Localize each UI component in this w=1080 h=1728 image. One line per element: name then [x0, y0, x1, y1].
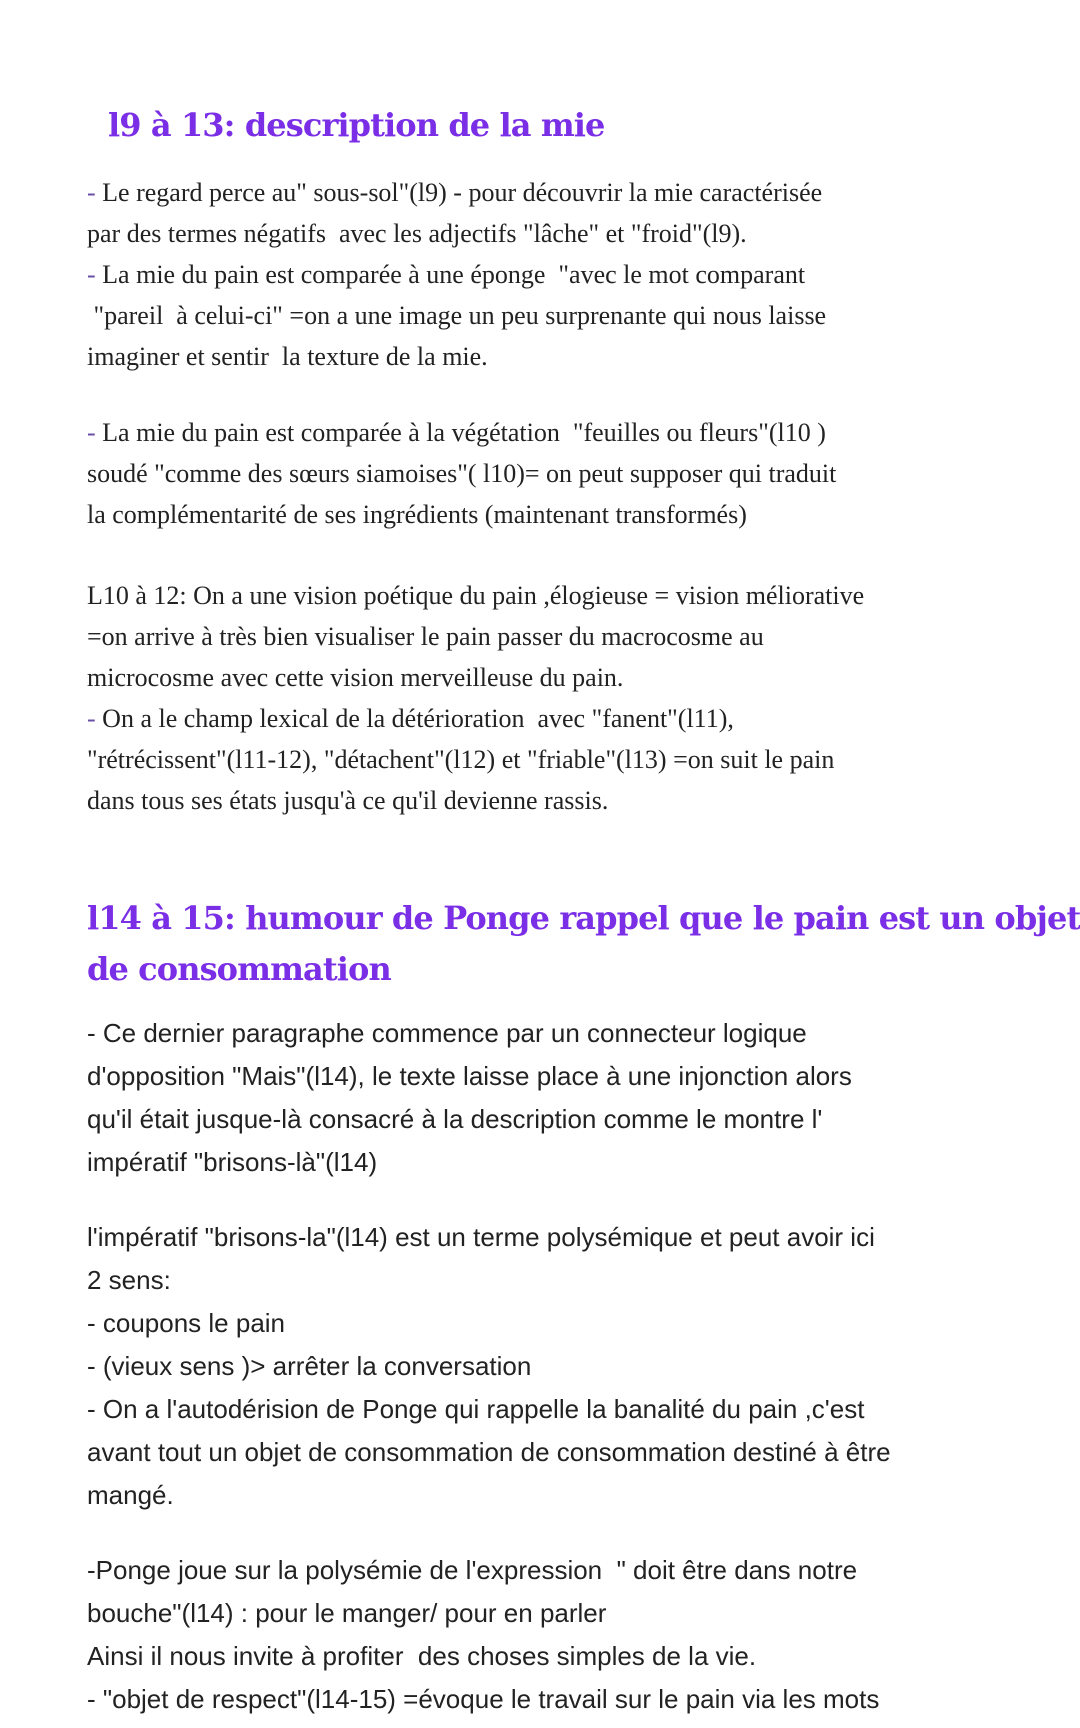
section-heading-mie: l9 à 13: description de la mie [108, 106, 605, 144]
text-line: d'opposition "Mais"(l14), le texte laisse place à une injonction alors [87, 1061, 852, 1091]
text-line: dans tous ses états jusqu'à ce qu'il devienne rassis. [87, 786, 609, 815]
text-line: bouche"(l14) : pour le manger/ pour en parler [87, 1598, 607, 1628]
heading-line: l14 à 15: humour de Ponge rappel que le pain est un objet [87, 899, 1080, 937]
paragraph-expression-bouche [87, 1549, 1007, 1721]
text-line: - On a le champ lexical de la détérioration avec "fanent"(l11), [87, 704, 734, 733]
text-line: - coupons le pain [87, 1308, 286, 1338]
heading-line: de consommation [87, 950, 391, 988]
paragraph-mie-description [87, 172, 1007, 377]
text-line: - (vieux sens )> arrêter la conversation [87, 1351, 532, 1381]
text-line: -Ponge joue sur la polysémie de l'expression " doit être dans notre [87, 1555, 858, 1585]
paragraph-polysemie-brisons [87, 1216, 1007, 1517]
text-line: par des termes négatifs avec les adjectifs "lâche" et "froid"(l9). [87, 219, 747, 248]
paragraph-vision-poetique [87, 575, 1007, 821]
text-line: "pareil à celui-ci" =on a une image un peu surprenante qui nous laisse [87, 301, 827, 330]
text-line: avant tout un objet de consommation de consommation destiné à être [87, 1437, 891, 1467]
text-line: impératif "brisons-là"(l14) [87, 1147, 378, 1177]
paragraph-connecteur [87, 1012, 1007, 1184]
text-line: soudé "comme des sœurs siamoises"( l10)= on peut supposer qui traduit [87, 459, 837, 488]
text-line: microcosme avec cette vision merveilleuse du pain. [87, 663, 624, 692]
text-line: Ainsi il nous invite à profiter des choses simples de la vie. [87, 1641, 757, 1671]
text-line: =on arrive à très bien visualiser le pain passer du macrocosme au [87, 622, 764, 651]
text-line: la complémentarité de ses ingrédients (maintenant transformés) [87, 500, 747, 529]
text-line: - La mie du pain est comparée à la végétation "feuilles ou fleurs"(l10 ) [87, 418, 826, 447]
text-line: - "objet de respect"(l14-15) =évoque le travail sur le pain via les mots [87, 1684, 880, 1714]
paragraph-mie-vegetation [87, 412, 1007, 535]
text-line: L10 à 12: On a une vision poétique du pain ,élogieuse = vision méliorative [87, 581, 865, 610]
text-line: qu'il était jusque-là consacré à la description comme le montre l' [87, 1104, 823, 1134]
text-line: - On a l'autodérision de Ponge qui rappelle la banalité du pain ,c'est [87, 1394, 865, 1424]
section-heading-humour [87, 893, 1080, 995]
text-line: mangé. [87, 1480, 174, 1510]
text-line: "rétrécissent"(l11-12), "détachent"(l12) et "friable"(l13) =on suit le pain [87, 745, 835, 774]
text-line: - Le regard perce au" sous-sol"(l9) - pour découvrir la mie caractérisée [87, 178, 823, 207]
text-line: 2 sens: [87, 1265, 171, 1295]
text-line: - Ce dernier paragraphe commence par un connecteur logique [87, 1018, 807, 1048]
text-line: - La mie du pain est comparée à une éponge "avec le mot comparant [87, 260, 806, 289]
text-line: imaginer et sentir la texture de la mie. [87, 342, 488, 371]
text-line: l'impératif "brisons-la"(l14) est un terme polysémique et peut avoir ici [87, 1222, 875, 1252]
